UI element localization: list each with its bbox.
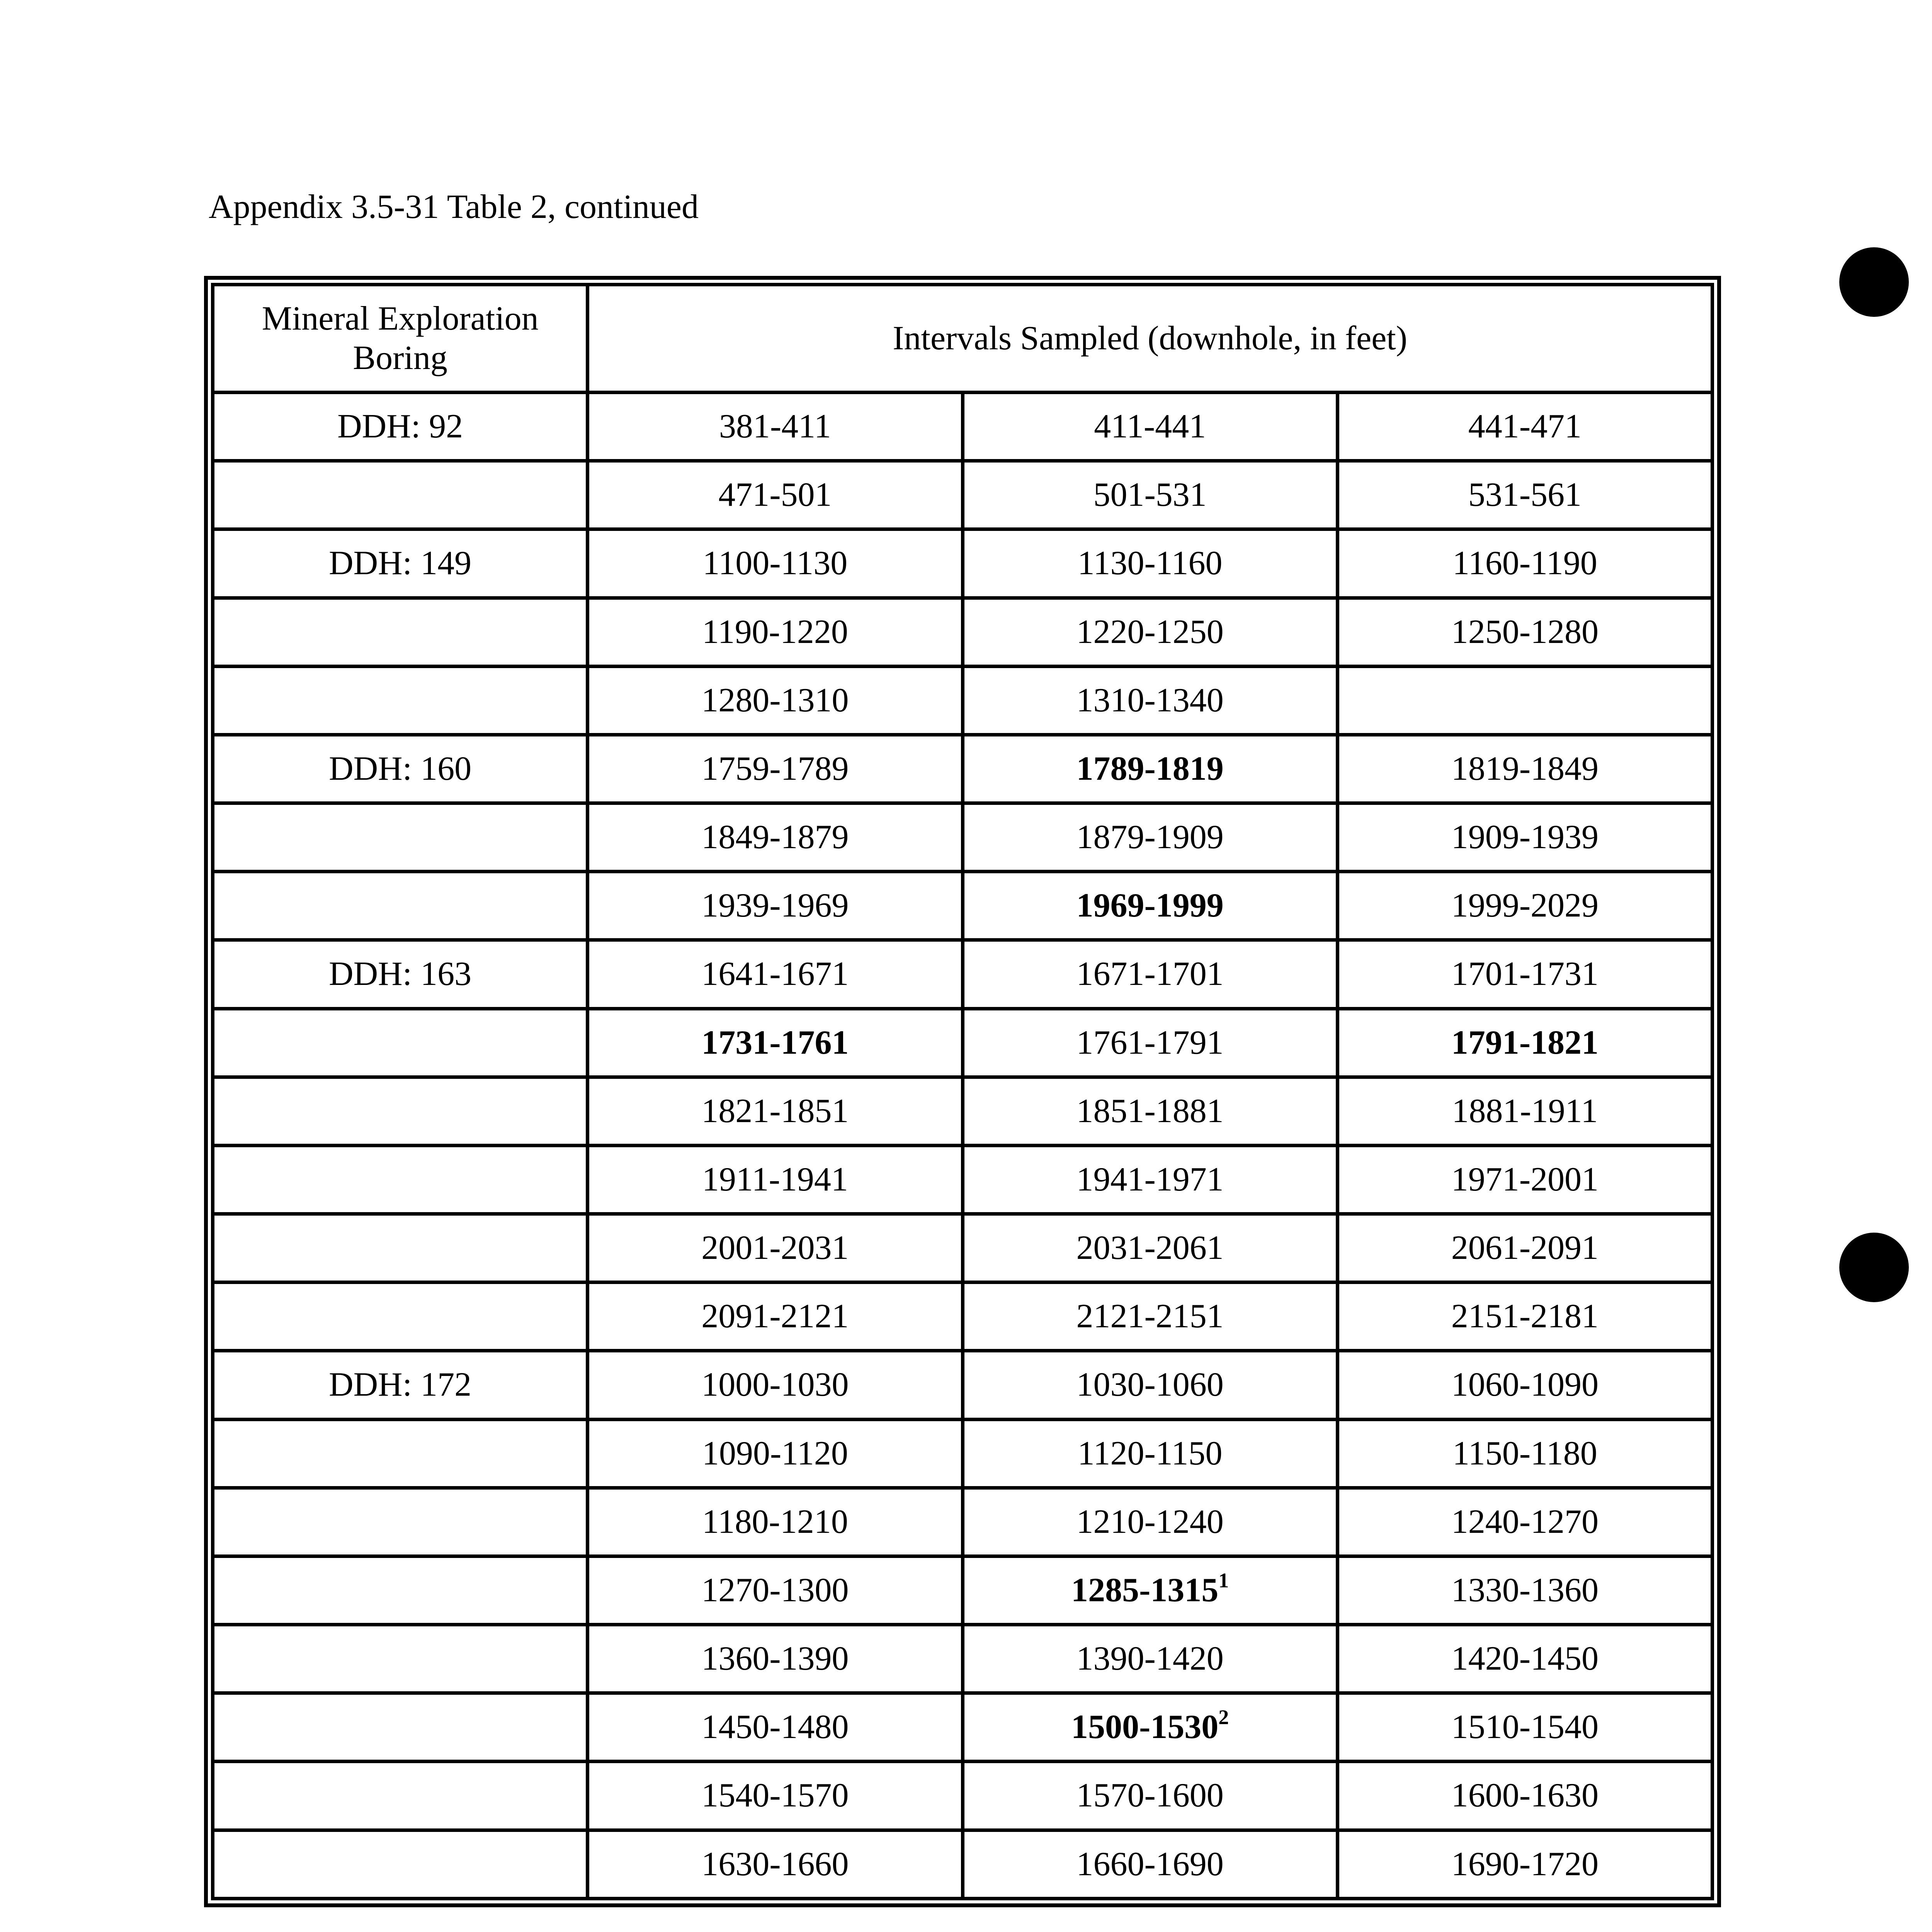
table-row [213,1145,1713,1214]
footnote-ref-1: 1 [1218,1568,1229,1592]
header-boring: Mineral Exploration Boring [213,285,588,393]
table-row [213,666,1713,735]
boring-cell: DDH: 149 [213,529,588,598]
table-row [213,872,1713,940]
interval-cell-bold: 1731-1761 [588,1009,963,1077]
interval-cell: 1510-1540 [1337,1693,1712,1762]
boring-cell [213,666,588,735]
interval-cell: 1220-1250 [963,598,1337,666]
interval-cell: 1999-2029 [1337,872,1712,940]
interval-cell: 1660-1690 [963,1830,1337,1898]
interval-cell: 2151-2181 [1337,1282,1712,1351]
table-row [213,1488,1713,1556]
interval-cell: 1030-1060 [963,1351,1337,1419]
interval-cell-bold: 1789-1819 [963,735,1337,803]
boring-cell [213,1419,588,1488]
table-caption: Appendix 3.5-31 Table 2, continued [209,188,699,226]
boring-cell [213,1762,588,1830]
interval-cell: 1540-1570 [588,1762,963,1830]
boring-cell [213,1488,588,1556]
interval-cell: 1909-1939 [1337,803,1712,872]
interval-cell: 1881-1911 [1337,1077,1712,1145]
interval-cell: 1390-1420 [963,1625,1337,1693]
interval-cell-bold [963,1556,1337,1624]
table-row [213,1351,1713,1419]
interval-cell: 471-501 [588,461,963,529]
interval-cell: 1821-1851 [588,1077,963,1145]
boring-cell [213,461,588,529]
interval-cell: 1690-1720 [1337,1830,1712,1898]
boring-cell: DDH: 163 [213,940,588,1009]
interval-cell: 1270-1300 [588,1556,963,1624]
interval-value: 1500-1530 [1071,1708,1219,1746]
table-row [213,1556,1713,1624]
interval-cell: 1310-1340 [963,666,1337,735]
interval-cell: 1150-1180 [1337,1419,1712,1488]
interval-cell: 1100-1130 [588,529,963,598]
table-row [213,735,1713,803]
interval-cell: 1090-1120 [588,1419,963,1488]
table-row [213,1282,1713,1351]
interval-cell: 1570-1600 [963,1762,1337,1830]
interval-cell: 1879-1909 [963,803,1337,872]
table-row [213,803,1713,872]
boring-cell [213,1693,588,1762]
interval-cell: 1240-1270 [1337,1488,1712,1556]
interval-table [211,283,1714,1900]
interval-cell: 1819-1849 [1337,735,1712,803]
interval-cell: 2121-2151 [963,1282,1337,1351]
table-row [213,1762,1713,1830]
table-row [213,461,1713,529]
punch-hole-mark [1839,247,1909,317]
interval-cell: 1280-1310 [588,666,963,735]
interval-cell: 1911-1941 [588,1145,963,1214]
interval-cell: 1330-1360 [1337,1556,1712,1624]
boring-cell [213,1145,588,1214]
interval-cell: 1759-1789 [588,735,963,803]
table-row [213,1830,1713,1898]
interval-cell: 1849-1879 [588,803,963,872]
interval-cell [1337,666,1712,735]
interval-cell: 1701-1731 [1337,940,1712,1009]
interval-cell: 2061-2091 [1337,1214,1712,1282]
table-row [213,1077,1713,1145]
table-row [213,598,1713,666]
interval-cell: 2091-2121 [588,1282,963,1351]
table-row [213,1214,1713,1282]
interval-cell: 531-561 [1337,461,1712,529]
interval-cell: 1971-2001 [1337,1145,1712,1214]
interval-cell: 1630-1660 [588,1830,963,1898]
interval-cell: 1180-1210 [588,1488,963,1556]
table-header-row [213,285,1713,393]
table-row [213,1009,1713,1077]
boring-cell: DDH: 172 [213,1351,588,1419]
interval-cell: 1360-1390 [588,1625,963,1693]
boring-cell [213,803,588,872]
punch-hole-mark [1839,1233,1909,1302]
table-row [213,393,1713,461]
boring-cell: DDH: 92 [213,393,588,461]
interval-value: 1285-1315 [1071,1571,1219,1609]
table-row [213,1419,1713,1488]
interval-cell: 2001-2031 [588,1214,963,1282]
interval-cell: 411-441 [963,393,1337,461]
interval-cell: 1420-1450 [1337,1625,1712,1693]
interval-cell: 1941-1971 [963,1145,1337,1214]
interval-cell: 1000-1030 [588,1351,963,1419]
boring-cell [213,1556,588,1624]
interval-cell: 1671-1701 [963,940,1337,1009]
boring-cell [213,1077,588,1145]
interval-cell: 1939-1969 [588,872,963,940]
boring-cell [213,1009,588,1077]
header-intervals: Intervals Sampled (downhole, in feet) [588,285,1713,393]
interval-cell: 1160-1190 [1337,529,1712,598]
interval-cell: 1190-1220 [588,598,963,666]
boring-cell [213,1830,588,1898]
table-row [213,529,1713,598]
boring-cell [213,1625,588,1693]
table-row [213,940,1713,1009]
interval-cell: 1851-1881 [963,1077,1337,1145]
boring-cell [213,1282,588,1351]
interval-cell: 1120-1150 [963,1419,1337,1488]
interval-table-frame [204,276,1721,1907]
interval-cell: 2031-2061 [963,1214,1337,1282]
interval-cell: 1210-1240 [963,1488,1337,1556]
boring-cell: DDH: 160 [213,735,588,803]
boring-cell [213,872,588,940]
interval-cell: 501-531 [963,461,1337,529]
boring-cell [213,1214,588,1282]
footnote-ref-2: 2 [1218,1706,1229,1729]
table-row [213,1693,1713,1762]
interval-cell: 1761-1791 [963,1009,1337,1077]
interval-cell: 381-411 [588,393,963,461]
interval-cell: 1600-1630 [1337,1762,1712,1830]
interval-cell: 441-471 [1337,393,1712,461]
interval-cell: 1250-1280 [1337,598,1712,666]
interval-cell: 1060-1090 [1337,1351,1712,1419]
interval-cell: 1641-1671 [588,940,963,1009]
table-row [213,1625,1713,1693]
interval-cell-bold: 1791-1821 [1337,1009,1712,1077]
interval-cell: 1450-1480 [588,1693,963,1762]
boring-cell [213,598,588,666]
interval-cell-bold: 1969-1999 [963,872,1337,940]
interval-cell: 1130-1160 [963,529,1337,598]
interval-cell-bold [963,1693,1337,1762]
